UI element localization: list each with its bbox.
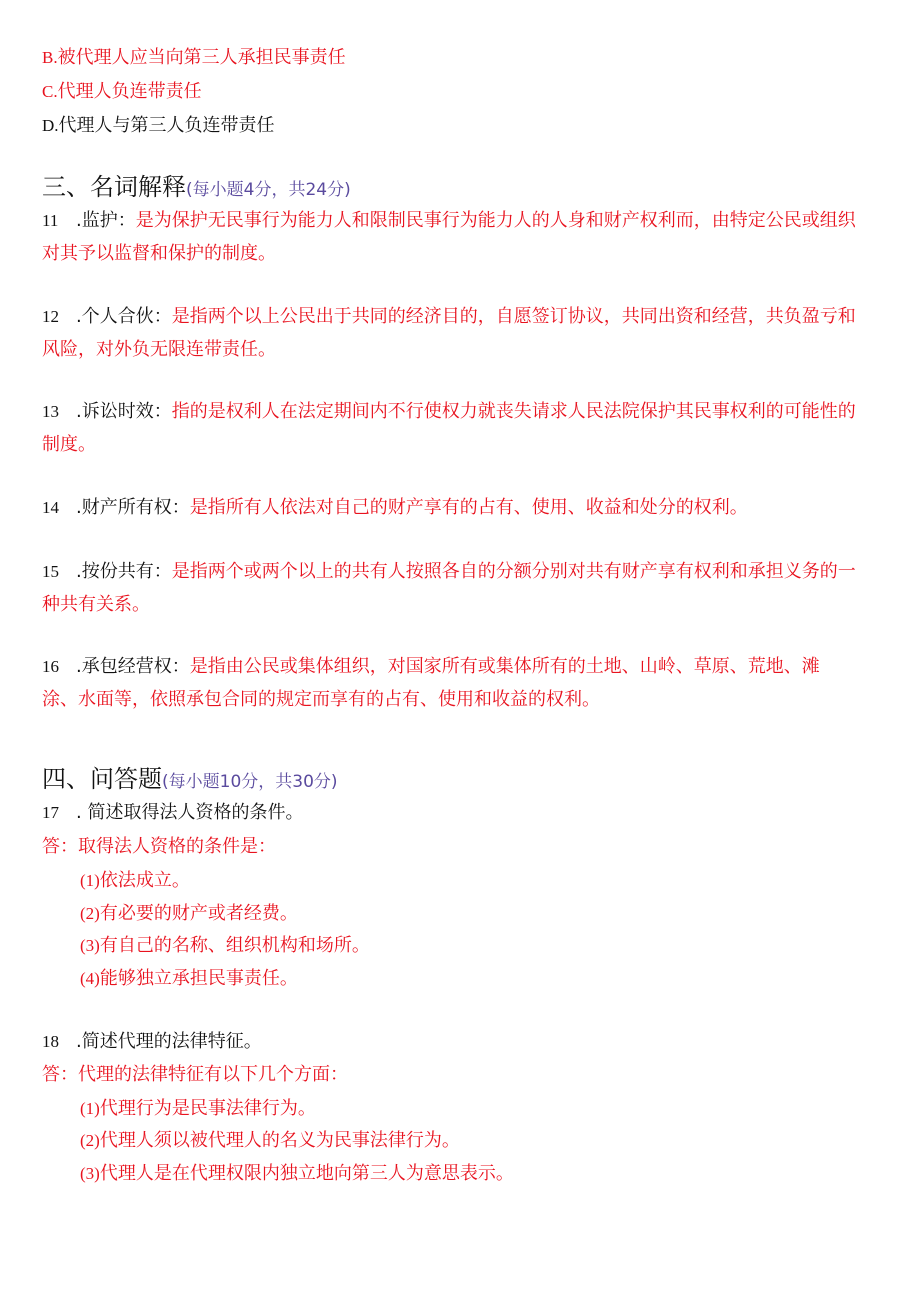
term-item-14-line1: [42, 496, 748, 520]
option-b-text: 被代理人应当向第三人承担民事责任: [57, 47, 346, 68]
option-d-text: 代理人与第三人负连带责任: [58, 115, 275, 136]
question-number: 18: [42, 1032, 59, 1051]
point-text: 依法成立。: [99, 870, 190, 891]
option-d: [42, 114, 275, 138]
answer-18-intro: 答：代理的法律特征有以下几个方面：: [42, 1064, 348, 1085]
section4-heading: [42, 764, 338, 797]
point-number: (4): [80, 969, 100, 988]
term-item-15-line2: 种共有关系。: [42, 594, 150, 615]
option-c: [42, 80, 202, 104]
section4-title: 四、问答题: [42, 765, 162, 793]
answer-18-point-2: [80, 1129, 460, 1153]
point-number: (1): [80, 1099, 100, 1118]
option-d-letter: D.: [42, 116, 59, 135]
term-item-term: .承包经营权：: [76, 656, 190, 677]
term-item-definition: 是指两个以上公民出于共同的经济目的，自愿签订协议，共同出资和经营，共负盈亏和: [171, 306, 856, 327]
term-item-term: .个人合伙：: [76, 306, 172, 327]
point-number: (3): [80, 936, 100, 955]
term-item-13-line1: [42, 400, 856, 424]
question-text: .简述代理的法律特征。: [76, 1031, 262, 1052]
term-item-definition: 是指两个或两个以上的共有人按照各自的分额分别对共有财产享有权利和承担义务的一: [171, 561, 856, 582]
point-number: (3): [80, 1164, 100, 1183]
point-number: (1): [80, 871, 100, 890]
answer-17-point-3: [80, 934, 370, 958]
point-text: 代理人是在代理权限内独立地向第三人为意思表示。: [99, 1163, 514, 1184]
term-item-11-line1: [42, 209, 856, 233]
term-item-16-line2: 涂、水面等，依照承包合同的规定而享有的占有、使用和收益的权利。: [42, 689, 600, 710]
term-item-13-line2: 制度。: [42, 434, 96, 455]
term-item-15-line1: [42, 560, 856, 584]
term-item-16-line1: [42, 655, 820, 679]
term-item-definition: 是指由公民或集体组织，对国家所有或集体所有的土地、山岭、草原、荒地、滩: [189, 656, 820, 677]
term-item-term: .诉讼时效：: [76, 401, 172, 422]
term-item-12-line1: [42, 305, 856, 329]
option-c-letter: C.: [42, 82, 58, 101]
term-item-term: .财产所有权：: [76, 497, 190, 518]
term-item-12-line2: 风险，对外负无限连带责任。: [42, 339, 276, 360]
answer-18-point-1: [80, 1097, 316, 1121]
term-item-number: 12: [42, 307, 59, 326]
option-c-text: 代理人负连带责任: [57, 81, 202, 102]
question-18: [42, 1030, 262, 1054]
answer-18-point-3: [80, 1162, 514, 1186]
term-item-definition: 是指所有人依法对自己的财产享有的占有、使用、收益和处分的权利。: [189, 497, 748, 518]
point-number: (2): [80, 1131, 100, 1150]
option-b-letter: B.: [42, 48, 58, 67]
point-number: (2): [80, 904, 100, 923]
section4-score: (每小题10分，共30分): [162, 772, 338, 792]
term-item-number: 11: [42, 211, 59, 230]
question-text: . 简述取得法人资格的条件。: [76, 802, 304, 823]
answer-17-intro: 答：取得法人资格的条件是：: [42, 836, 276, 857]
answer-17-point-1: [80, 869, 190, 893]
point-text: 能够独立承担民事责任。: [99, 968, 298, 989]
term-item-number: 13: [42, 402, 59, 421]
section3-score: (每小题4分，共24分): [186, 180, 351, 200]
term-item-term: .监护：: [76, 210, 136, 231]
term-item-number: 16: [42, 657, 59, 676]
section3-heading: [42, 172, 351, 205]
term-item-term: .按份共有：: [76, 561, 172, 582]
term-item-number: 14: [42, 498, 59, 517]
answer-17-point-2: [80, 902, 298, 926]
option-b: [42, 46, 346, 70]
term-item-definition: 指的是权利人在法定期间内不行使权力就丧失请求人民法院保护其民事权利的可能性的: [171, 401, 856, 422]
term-item-definition: 是为保护无民事行为能力人和限制民事行为能力人的人身和财产权利而，由特定公民或组织: [135, 210, 856, 231]
question-number: 17: [42, 803, 59, 822]
term-item-11-line2: 对其予以监督和保护的制度。: [42, 243, 276, 264]
point-text: 代理人须以被代理人的名义为民事法律行为。: [99, 1130, 460, 1151]
answer-17-point-4: [80, 967, 298, 991]
term-item-number: 15: [42, 562, 59, 581]
point-text: 有必要的财产或者经费。: [99, 903, 298, 924]
question-17: [42, 801, 303, 825]
section3-title: 三、名词解释: [42, 173, 186, 201]
point-text: 代理行为是民事法律行为。: [99, 1098, 316, 1119]
point-text: 有自己的名称、组织机构和场所。: [99, 935, 370, 956]
